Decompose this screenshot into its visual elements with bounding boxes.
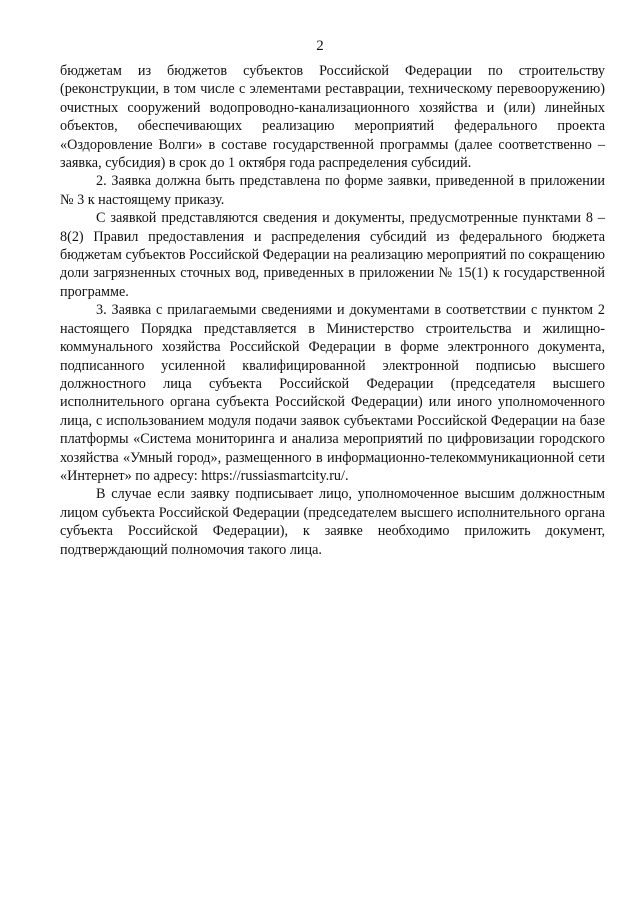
document-body	[60, 62, 605, 559]
paragraph-item-3: 3. Заявка с прилагаемыми сведениями и документами в соответствии с пунктом 2 настоящего Порядка представляется в Министерство строительства и жилищно-коммунального хозяйства Российской Федерации в форме электронного документа, подписанного усиленной квалифицированной электронной подписью высшего должностного лица субъекта Российской Федерации (председателя высшего исполнительного органа субъекта Российской Федерации) или иного уполномоченного лица, с использованием модуля подачи заявок субъектами Российской Федерации на базе платформы «Система мониторинга и анализа мероприятий по цифровизации городского хозяйства «Умный город», размещенного в информационно-телекоммуникационной сети «Интернет» по адресу: https://russiasmartcity.ru/.	[60, 302, 605, 484]
paragraph-authorized-person: В случае если заявку подписывает лицо, уполномоченное высшим должностным лицом субъекта Российской Федерации (председателем высшего исполнительного органа субъекта Российской Федерации), к заявке необходимо приложить документ, подтверждающий полномочия такого лица.	[60, 486, 605, 558]
paragraph-item-2: 2. Заявка должна быть представлена по форме заявки, приведенной в приложении № 3 к настоящему приказу.	[60, 173, 605, 208]
paragraph-documents: С заявкой представляются сведения и документы, предусмотренные пунктами 8 – 8(2) Правил предоставления и распределения субсидий из федерального бюджета бюджетам субъектов Российской Федерации на реализацию мероприятий по сокращению доли загрязненных сточных вод, приведенных в приложении № 15(1) к государственной программе.	[60, 210, 605, 300]
page-number: 2	[316, 38, 324, 54]
paragraph-continuation: бюджетам из бюджетов субъектов Российской Федерации по строительству (реконструкции, в том числе с элементами реставрации, техническому перевооружению) очистных сооружений водопроводно-канализационного хозяйства и (или) линейных объектов, обеспечивающих реализацию мероприятий федерального проекта «Оздоровление Волги» в составе государственной программы (далее соответственно – заявка, субсидия) в срок до 1 октября года распределения субсидий.	[60, 63, 605, 172]
